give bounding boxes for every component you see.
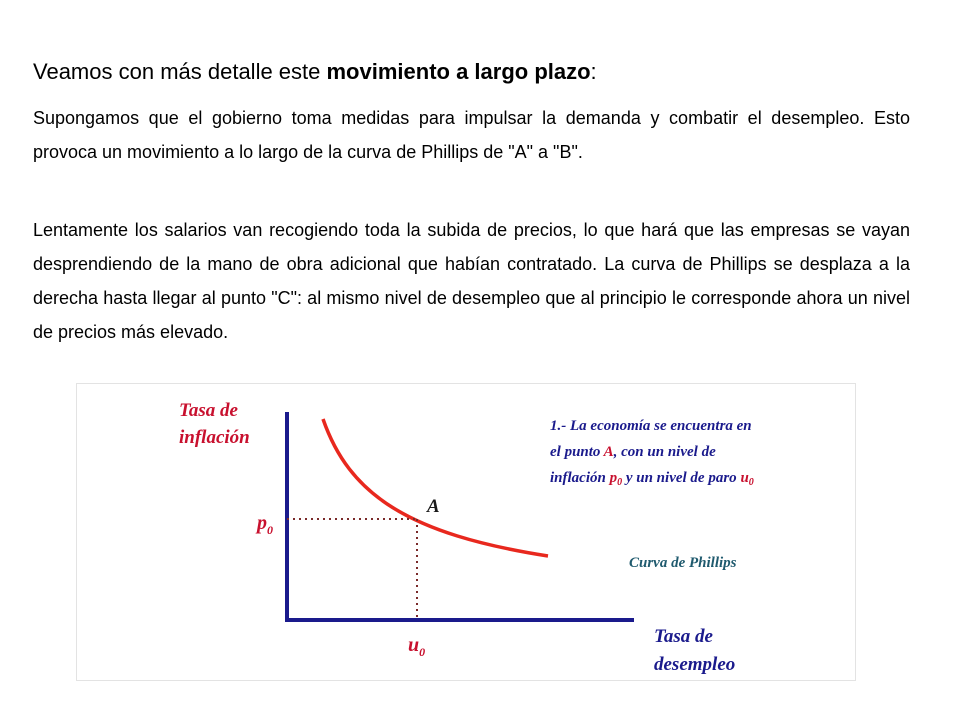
paragraph-demand-policy: Supongamos que el gobierno toma medidas para impulsar la demanda y combatir el desempleo. Esto provoca un movimiento a lo largo de la curva de Phillips de "A" a "B". bbox=[33, 108, 910, 162]
phillips-curve-svg bbox=[77, 384, 855, 680]
x-axis-label-line2: desempleo bbox=[654, 654, 736, 675]
heading-prefix: Veamos con más detalle este bbox=[33, 59, 327, 84]
heading-suffix: : bbox=[590, 59, 597, 84]
slide-heading bbox=[33, 56, 923, 88]
paragraph-wage-adjustment: Lentamente los salarios van recogiendo toda la subida de precios, lo que hará que las empresas se vayan desprendiendo de la mano de obra adicional que habían contratado. La curva de Phillips se desplaza a la derecha hasta llegar al punto "C": al mismo nivel de desempleo que al principio le corresponde ahora un nivel de precios más elevado. bbox=[33, 220, 910, 342]
note-line-2: el punto A, con un nivel de bbox=[550, 444, 716, 460]
y-axis-label-line2: inflación bbox=[179, 427, 250, 448]
phillips-curve-line bbox=[323, 419, 548, 556]
note-line-3: inflación $p_0$ y un nivel de paro $u_0$ bbox=[550, 470, 754, 488]
p0-label: $p_0$ bbox=[257, 512, 273, 537]
heading-bold-phrase: movimiento a largo plazo bbox=[326, 59, 591, 84]
note-line-1: 1.- La economía se encuentra en bbox=[550, 418, 752, 434]
curve-name-label: Curva de Phillips bbox=[629, 555, 737, 571]
y-axis-label-line1: Tasa de bbox=[179, 400, 238, 421]
x-axis-label-line1: Tasa de bbox=[654, 626, 713, 647]
phillips-curve-diagram bbox=[76, 383, 856, 681]
u0-label: $u_0$ bbox=[408, 634, 426, 659]
point-a-label: A bbox=[427, 496, 440, 517]
